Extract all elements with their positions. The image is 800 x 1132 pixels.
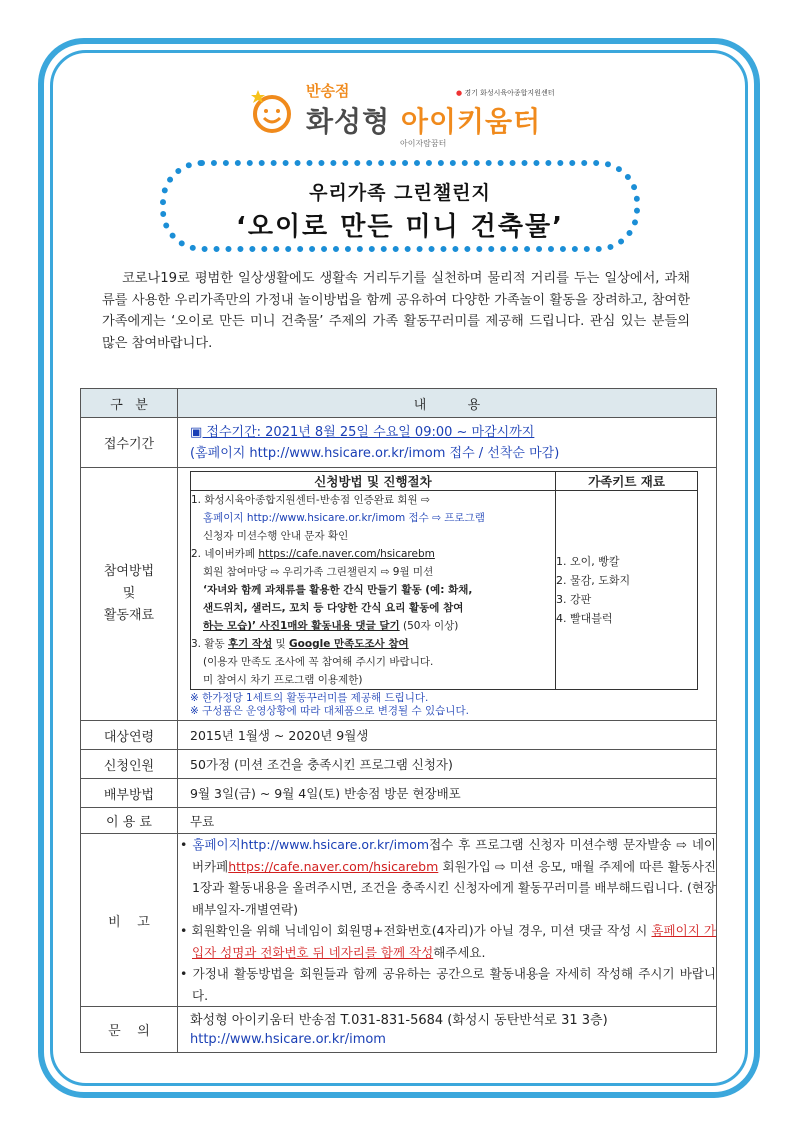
table-row-period [81,418,717,468]
contact-cell [178,1007,717,1053]
remark-bullet-2: • 회원확인을 위해 닉네임이 회원명+전화번호(4자리)가 아닐 경우, 미션 댓글 작성 시 홈페이지 가입자 성명과 전화번호 뒤 네자리를 함께 작성해주세요. [180,923,716,960]
table-header-row [81,389,717,418]
logo-title: 화성형 아이키움터 [306,105,542,138]
table-row-method [81,468,717,721]
table-row-age [81,721,717,750]
kit-materials: 1. 오이, 빵칼 2. 물감, 도화지 3. 강판 4. 빨대블럭 [556,491,698,690]
period-cell [178,418,717,468]
table-row-dist [81,779,717,808]
intro-paragraph: 코로나19로 평범한 일상생활에도 생활속 거리두기를 실천하며 물리적 거리를 두는 일상에서, 과채류를 사용한 우리가족만의 가정내 놀이방법을 함께 공유하여 다양한 가족놀이 활동을 장려하고, 참여한 가족에게는 ‘오이로 만든 미니 건축물’ 주제의 가족 활동꾸러미를 제공해 드립니다. 관심 있는 분들의 많은 참여바랍니다. [102,271,690,351]
header-col1: 구 분 [81,389,178,418]
table-row-fee [81,808,717,834]
contact-link[interactable]: http://www.hsicare.or.kr/imom [190,1031,386,1047]
table-row-contact [81,1007,717,1053]
row-label: 신청인원 [81,750,178,779]
dist-value: 9월 3일(금) ~ 9월 4일(토) 반송점 방문 현장배포 [178,779,717,808]
logo-org: ● 경기 화성시육아종합지원센터 [456,89,555,97]
people-value: 50가정 (미션 조건을 충족시킨 프로그램 신청자) [178,750,717,779]
inner-col-left: 신청방법 및 진행절차 [191,472,556,491]
row-label: 대상연령 [81,721,178,750]
row-label: 접수기간 [81,418,178,468]
note-2: ※ 구성품은 운영상황에 따라 대체품으로 변경될 수 있습니다. [190,705,469,717]
table-row-people [81,750,717,779]
method-cell [178,468,717,721]
banner-title: ‘오이로 만든 미니 건축물’ [235,212,565,242]
inner-col-right: 가족키트 재료 [556,472,698,491]
table-row-remark [81,834,717,1007]
method-inner-table [190,471,698,690]
info-table [80,388,717,1053]
cafe-link[interactable]: https://cafe.naver.com/hsicarebm [228,858,439,874]
note-1: ※ 한가정당 1세트의 활동꾸러미를 제공해 드립니다. [190,692,429,704]
fee-value: 무료 [178,808,717,834]
age-value: 2015년 1월생 ~ 2020년 9월생 [178,721,717,750]
row-label: 문 의 [81,1007,178,1053]
row-label: 비 고 [81,834,178,1007]
logo-branch: 반송점 [306,82,350,100]
logo-subtitle: 아이자람꿈터 [400,139,447,148]
logo [248,78,558,150]
title-banner [160,160,640,252]
header-col2: 내 용 [178,389,717,418]
remark-cell [178,834,717,1007]
row-label: 이 용 료 [81,808,178,834]
contact-line1: 화성형 아이키움터 반송점 T.031-831-5684 (화성시 동탄반석로 31 3층) [190,1012,608,1028]
remark-bullet-1: • 홈페이지http://www.hsicare.or.kr/imom접수 후 프로그램 신청자 미션수행 문자발송 ⇨ 네이버카페https://cafe.naver.com/hsicarebm 회원가입 ⇨ 미션 응모, 매월 주제에 따른 활동사진 1장과 활동내용을 올려주시면, 조건을 충족시킨 신청자에게 활동꾸러미를 배부해드립니다. (현장 배부일자-개별연락) [180,837,716,917]
cafe-link[interactable]: https://cafe.naver.com/hsicarebm [258,548,435,560]
banner-subtitle: 우리가족 그린챌린지 [309,182,491,204]
row-label: 배부방법 [81,779,178,808]
procedure-steps: 1. 화성시육아종합지원센터-반송점 인증완료 회원 ⇨ 홈페이지 http://www.hsicare.or.kr/imom 접수 ⇨ 프로그램 신청자 미션수행 안내 문자 확인 2. 네이버카페 https://cafe.naver.com/hsicarebm 회원 참여마당 ⇨ 우리가족 그린챌린지 ⇨ 9월 미션 ‘자녀와 함께 과채류를 활용한 간식 만들기 활동 (예: 화채, 샌드위치, 샐러드, 꼬치 등 다양한 간식 요리 활동에 참여 하는 모습)’ 사진1매와 활동내용 댓글 달기 (50자 이상) 3. 활동 후기 작성 및 Google 만족도조사 참여 (이용자 만족도 조사에 꼭 참여해 주시기 바랍니다. 미 참여시 차기 프로그램 이용제한) [191,491,556,690]
row-label: 참여방법 및 활동재료 [81,468,178,721]
period-line1: ▣ 접수기간: 2021년 8월 25일 수요일 09:00 ~ 마감시까지 [190,424,535,440]
sun-face-icon [248,86,298,136]
remark-bullet-3: • 가정내 활동방법을 회원들과 함께 공유하는 공간으로 활동내용을 자세히 작성해 주시기 바랍니다. [180,966,716,1003]
period-line2: (홈페이지 http://www.hsicare.or.kr/imom 접수 / 선착순 마감) [190,445,560,461]
